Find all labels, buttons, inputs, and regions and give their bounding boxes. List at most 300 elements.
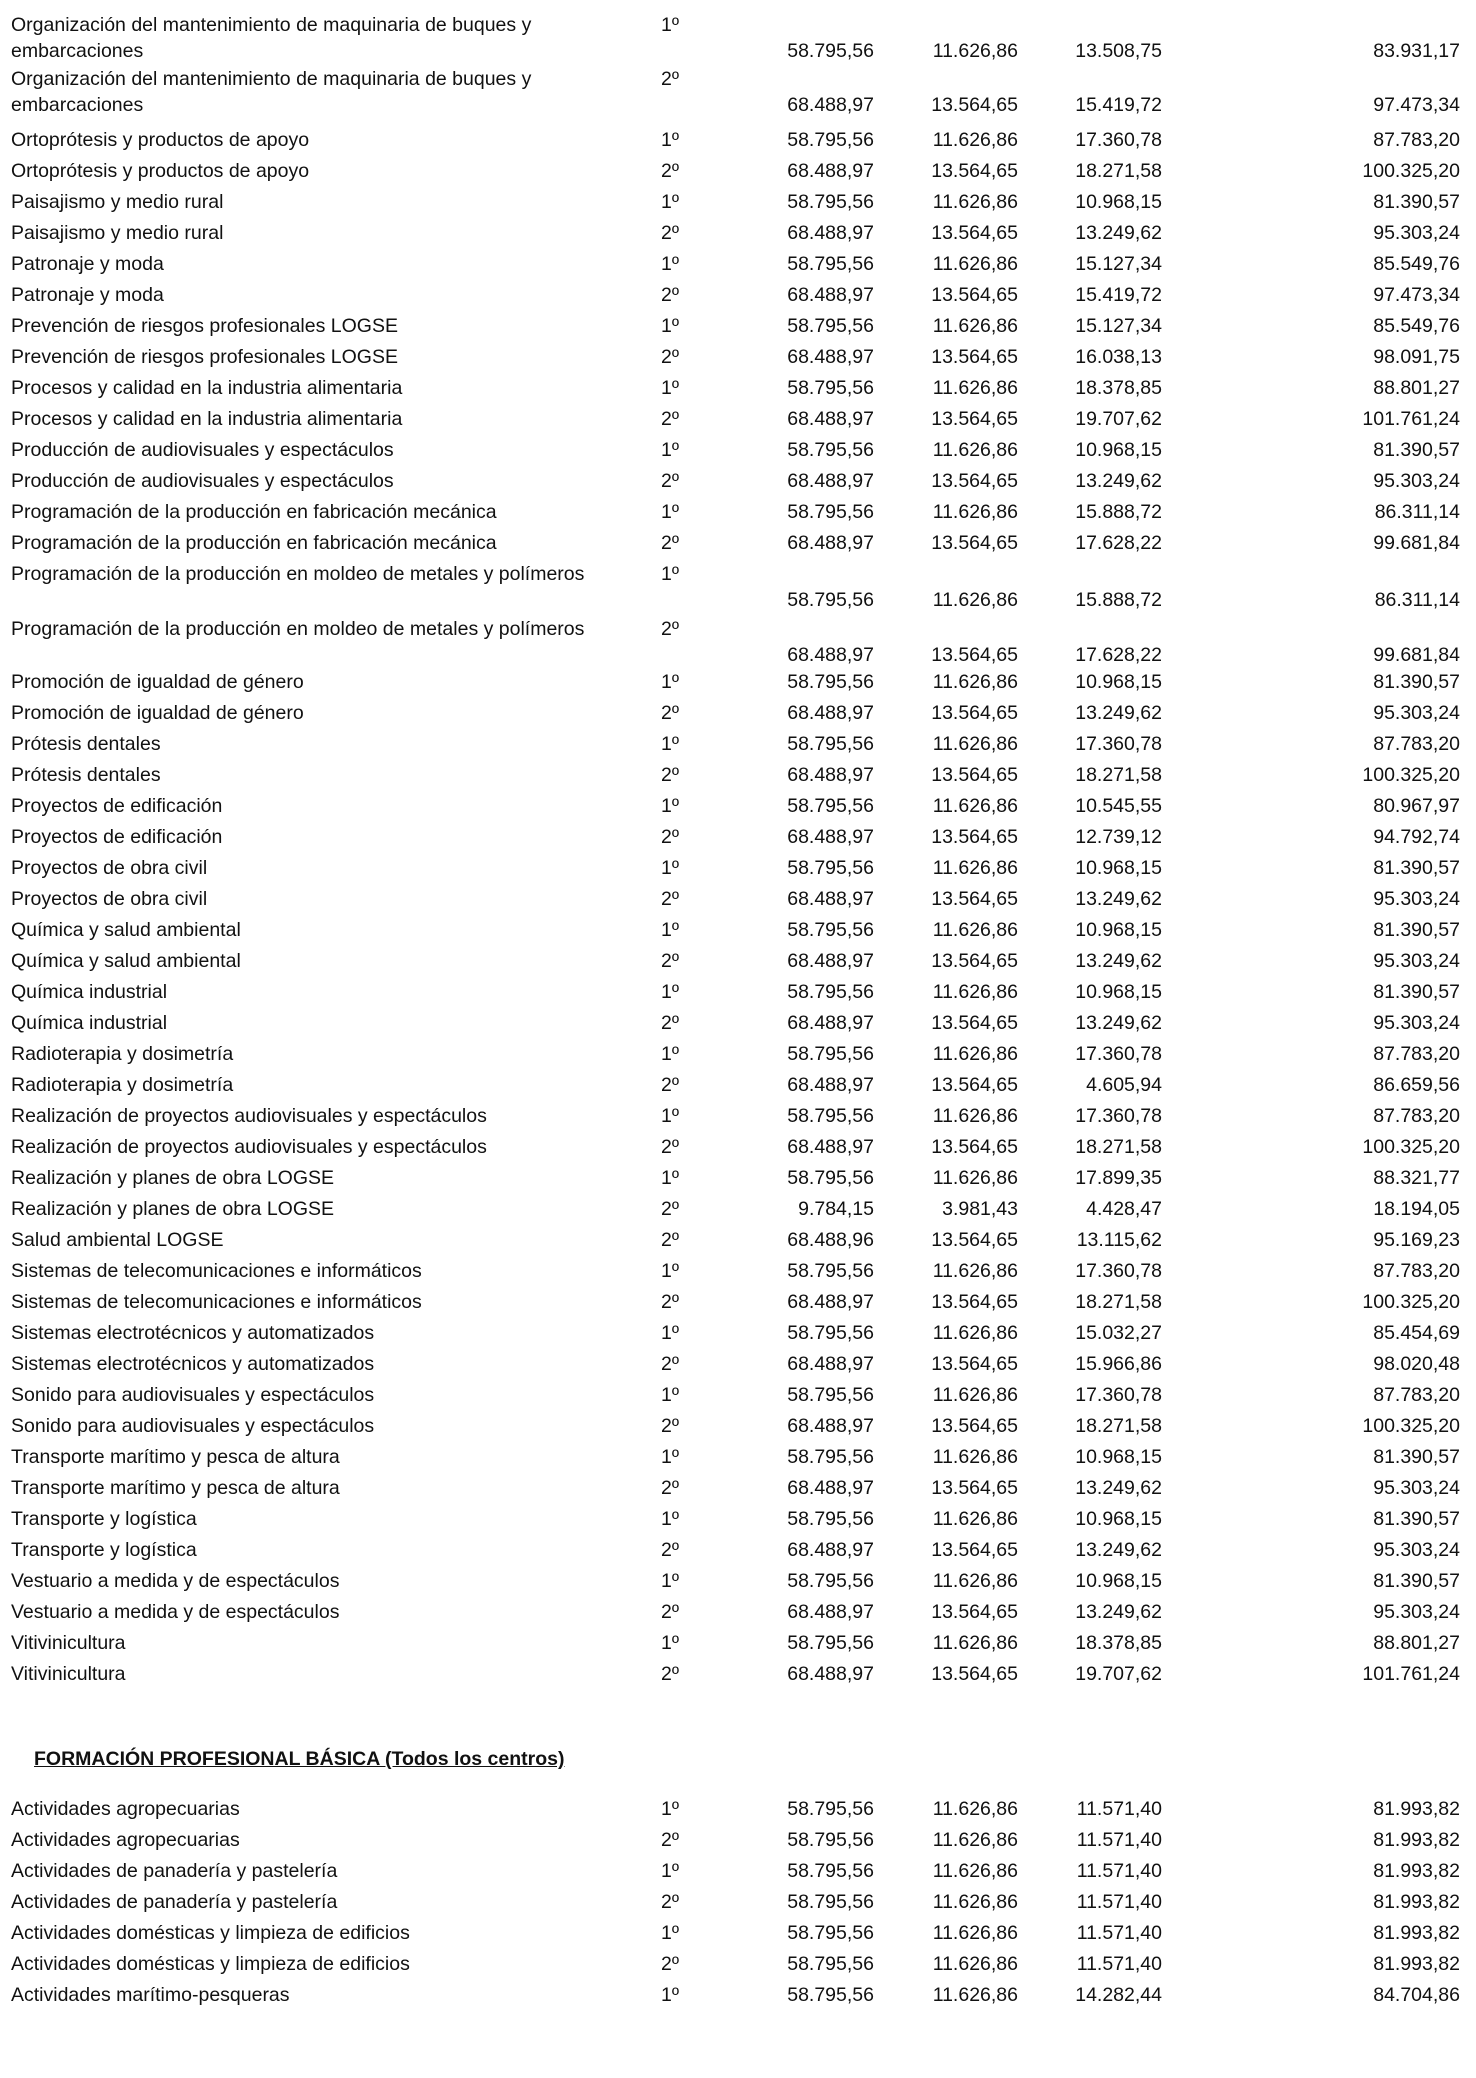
value-total: 100.325,20 [1362,1291,1460,1313]
program-name: Sistemas electrotécnicos y automatizados [11,1322,375,1344]
value-other: 17.628,22 [1075,644,1162,666]
value-other: 12.739,12 [1075,826,1162,848]
value-total: 84.704,86 [1373,1984,1460,2006]
value-variable: 13.564,65 [931,1229,1018,1251]
course-level: 1º [661,733,679,755]
value-total: 81.390,57 [1373,857,1460,879]
table-row [0,917,1476,943]
value-other: 18.271,58 [1075,1291,1162,1313]
value-total: 95.303,24 [1373,470,1460,492]
value-variable: 11.626,86 [932,919,1018,941]
value-personnel: 58.795,56 [787,253,874,275]
course-level: 1º [661,981,679,1003]
table-row [0,616,1476,668]
value-variable: 11.626,86 [932,377,1018,399]
program-name: Química y salud ambiental [11,950,241,972]
value-other: 11.571,40 [1076,1922,1162,1944]
value-personnel: 68.488,97 [787,826,874,848]
value-other: 17.628,22 [1075,532,1162,554]
value-total: 95.303,24 [1373,1477,1460,1499]
value-personnel: 58.795,56 [787,1167,874,1189]
value-total: 98.091,75 [1373,346,1460,368]
value-total: 88.321,77 [1373,1167,1460,1189]
value-personnel: 58.795,56 [787,1953,874,1975]
course-level: 1º [661,315,679,337]
value-personnel: 68.488,97 [787,1601,874,1623]
program-name: Programación de la producción en moldeo de metales y polímeros [11,563,585,585]
value-total: 86.659,56 [1373,1074,1460,1096]
value-personnel: 58.795,56 [787,1043,874,1065]
program-name: Actividades agropecuarias [11,1829,240,1851]
program-name: Vestuario a medida y de espectáculos [11,1570,340,1592]
value-other: 17.360,78 [1075,129,1162,151]
value-variable: 11.626,86 [932,1860,1018,1882]
value-total: 85.549,76 [1373,315,1460,337]
course-level: 1º [661,857,679,879]
course-level: 2º [661,826,679,848]
value-personnel: 58.795,56 [787,857,874,879]
course-level: 2º [661,160,679,182]
value-total: 97.473,34 [1373,284,1460,306]
value-personnel: 68.488,97 [787,470,874,492]
program-name: Procesos y calidad en la industria alimentaria [11,377,403,399]
course-level: 1º [661,563,679,585]
value-personnel: 58.795,56 [787,981,874,1003]
course-level: 1º [661,919,679,941]
value-variable: 11.626,86 [932,1260,1018,1282]
value-total: 81.390,57 [1373,1508,1460,1530]
course-level: 1º [661,1984,679,2006]
value-total: 95.303,24 [1373,888,1460,910]
program-name: Proyectos de edificación [11,826,223,848]
course-level: 1º [661,1632,679,1654]
value-variable: 13.564,65 [931,1539,1018,1561]
value-other: 10.968,15 [1075,1446,1162,1468]
value-variable: 13.564,65 [931,222,1018,244]
course-level: 2º [661,222,679,244]
value-personnel: 58.795,56 [787,1984,874,2006]
value-total: 99.681,84 [1373,644,1460,666]
program-name: Realización de proyectos audiovisuales y espectáculos [11,1105,487,1127]
table-row [0,979,1476,1005]
value-variable: 13.564,65 [931,346,1018,368]
program-name: Organización del mantenimiento de maquinaria de buques y embarcaciones [11,68,532,116]
value-total: 81.390,57 [1373,1446,1460,1468]
table-row [0,406,1476,432]
value-personnel: 68.488,97 [787,644,874,666]
value-total: 81.390,57 [1373,439,1460,461]
value-personnel: 68.488,97 [787,702,874,724]
value-other: 15.888,72 [1075,501,1162,523]
value-variable: 13.564,65 [931,1601,1018,1623]
value-other: 10.968,15 [1075,919,1162,941]
value-personnel: 68.488,97 [787,94,874,116]
value-variable: 11.626,86 [932,1632,1018,1654]
value-total: 87.783,20 [1373,733,1460,755]
program-name: Proyectos de edificación [11,795,223,817]
value-personnel: 68.488,97 [787,950,874,972]
program-name: Vitivinicultura [11,1632,126,1654]
course-level: 1º [661,191,679,213]
course-level: 1º [661,129,679,151]
value-personnel: 68.488,97 [787,1477,874,1499]
value-other: 18.271,58 [1075,1415,1162,1437]
course-level: 2º [661,470,679,492]
program-name: Patronaje y moda [11,253,164,275]
course-level: 2º [661,1663,679,1685]
value-total: 87.783,20 [1373,1105,1460,1127]
table-row [0,886,1476,912]
value-personnel: 58.795,56 [787,1922,874,1944]
value-personnel: 58.795,56 [787,501,874,523]
value-other: 13.249,62 [1075,950,1162,972]
value-total: 97.473,34 [1373,94,1460,116]
value-other: 13.249,62 [1075,222,1162,244]
table-row [0,793,1476,819]
value-personnel: 68.488,97 [787,284,874,306]
table-row [0,127,1476,153]
table-row [0,1196,1476,1222]
program-name: Programación de la producción en fabricación mecánica [11,532,497,554]
value-other: 13.249,62 [1075,1601,1162,1623]
value-variable: 13.564,65 [931,764,1018,786]
value-variable: 11.626,86 [932,1891,1018,1913]
program-name: Transporte marítimo y pesca de altura [11,1477,340,1499]
course-level: 2º [661,1198,679,1220]
program-name: Actividades de panadería y pastelería [11,1891,338,1913]
value-total: 101.761,24 [1362,1663,1460,1685]
value-variable: 13.564,65 [931,950,1018,972]
value-personnel: 68.488,97 [787,1353,874,1375]
table-row [0,1258,1476,1284]
program-name: Ortoprótesis y productos de apoyo [11,129,310,151]
value-personnel: 68.488,97 [787,1291,874,1313]
table-row [0,1982,1476,2008]
value-other: 15.888,72 [1075,589,1162,611]
course-level: 2º [661,1477,679,1499]
value-variable: 13.564,65 [931,1136,1018,1158]
value-other: 11.571,40 [1076,1829,1162,1851]
table-row [0,344,1476,370]
value-other: 15.127,34 [1075,253,1162,275]
course-level: 2º [661,1229,679,1251]
program-name: Química y salud ambiental [11,919,241,941]
program-name: Vestuario a medida y de espectáculos [11,1601,340,1623]
value-personnel: 58.795,56 [787,1260,874,1282]
program-name: Actividades de panadería y pastelería [11,1860,338,1882]
value-other: 10.968,15 [1075,1508,1162,1530]
course-level: 2º [661,284,679,306]
value-other: 10.968,15 [1075,857,1162,879]
course-level: 1º [661,671,679,693]
value-other: 11.571,40 [1076,1953,1162,1975]
value-variable: 11.626,86 [932,501,1018,523]
value-personnel: 68.488,97 [787,1012,874,1034]
value-other: 10.968,15 [1075,191,1162,213]
value-personnel: 58.795,56 [787,40,874,62]
program-name: Sistemas de telecomunicaciones e informáticos [11,1291,422,1313]
value-total: 100.325,20 [1362,1136,1460,1158]
program-name: Sonido para audiovisuales y espectáculos [11,1415,375,1437]
value-total: 81.993,82 [1373,1829,1460,1851]
table-row [0,1630,1476,1656]
value-personnel: 58.795,56 [787,589,874,611]
program-name: Transporte marítimo y pesca de altura [11,1446,340,1468]
program-name: Radioterapia y dosimetría [11,1043,234,1065]
course-level: 1º [661,501,679,523]
value-variable: 13.564,65 [931,1415,1018,1437]
program-name: Proyectos de obra civil [11,888,208,910]
program-name: Actividades marítimo-pesqueras [11,1984,290,2006]
value-total: 87.783,20 [1373,1260,1460,1282]
value-personnel: 68.488,97 [787,888,874,910]
value-other: 17.360,78 [1075,1043,1162,1065]
value-variable: 11.626,86 [932,129,1018,151]
program-name: Prótesis dentales [11,764,161,786]
program-name: Producción de audiovisuales y espectáculos [11,439,394,461]
value-other: 17.360,78 [1075,1384,1162,1406]
value-personnel: 68.488,97 [787,1539,874,1561]
value-variable: 11.626,86 [932,253,1018,275]
program-name: Promoción de igualdad de género [11,671,304,693]
value-variable: 11.626,86 [932,1829,1018,1851]
value-personnel: 68.488,97 [787,532,874,554]
value-variable: 11.626,86 [932,1446,1018,1468]
value-variable: 13.564,65 [931,1291,1018,1313]
value-total: 81.390,57 [1373,919,1460,941]
course-level: 2º [661,532,679,554]
table-row [0,220,1476,246]
value-total: 100.325,20 [1362,1415,1460,1437]
course-level: 1º [661,377,679,399]
value-other: 17.360,78 [1075,733,1162,755]
value-personnel: 58.795,56 [787,1829,874,1851]
table-row [0,12,1476,64]
value-total: 81.993,82 [1373,1860,1460,1882]
table-row [0,1475,1476,1501]
value-variable: 11.626,86 [932,589,1018,611]
value-total: 87.783,20 [1373,129,1460,151]
table-row [0,251,1476,277]
value-other: 19.707,62 [1075,1663,1162,1685]
value-variable: 13.564,65 [931,1074,1018,1096]
program-name: Programación de la producción en moldeo de metales y polímeros [11,618,585,640]
course-level: 1º [661,439,679,461]
program-name: Producción de audiovisuales y espectáculos [11,470,394,492]
value-other: 18.378,85 [1075,377,1162,399]
value-other: 17.899,35 [1075,1167,1162,1189]
value-variable: 11.626,86 [932,1384,1018,1406]
value-personnel: 68.488,96 [787,1229,874,1251]
value-variable: 13.564,65 [931,470,1018,492]
value-other: 13.249,62 [1075,702,1162,724]
value-variable: 11.626,86 [932,1953,1018,1975]
value-variable: 11.626,86 [932,1322,1018,1344]
value-variable: 13.564,65 [931,94,1018,116]
value-other: 19.707,62 [1075,408,1162,430]
table-row [0,530,1476,556]
table-row [0,1858,1476,1884]
table-row [0,1889,1476,1915]
value-total: 81.390,57 [1373,1570,1460,1592]
table-row [0,948,1476,974]
value-variable: 11.626,86 [932,795,1018,817]
value-total: 80.967,97 [1373,795,1460,817]
table-row [0,1382,1476,1408]
value-variable: 11.626,86 [932,191,1018,213]
value-other: 17.360,78 [1075,1260,1162,1282]
value-total: 81.390,57 [1373,191,1460,213]
value-other: 13.249,62 [1075,1012,1162,1034]
table-row [0,499,1476,525]
value-personnel: 58.795,56 [787,919,874,941]
table-row [0,1134,1476,1160]
course-level: 1º [661,253,679,275]
table-row [0,1103,1476,1129]
course-level: 1º [661,14,679,36]
value-variable: 11.626,86 [932,1570,1018,1592]
value-personnel: 58.795,56 [787,129,874,151]
course-level: 1º [661,1105,679,1127]
value-variable: 13.564,65 [931,532,1018,554]
value-total: 95.303,24 [1373,702,1460,724]
program-name: Prevención de riesgos profesionales LOGSE [11,346,398,368]
table-row [0,158,1476,184]
course-level: 2º [661,1953,679,1975]
value-personnel: 58.795,56 [787,733,874,755]
course-level: 2º [661,1829,679,1851]
value-variable: 11.626,86 [932,315,1018,337]
course-level: 2º [661,68,679,90]
value-total: 100.325,20 [1362,764,1460,786]
value-variable: 11.626,86 [932,1105,1018,1127]
value-personnel: 68.488,97 [787,222,874,244]
table-row [0,282,1476,308]
table-row [0,1351,1476,1377]
table-row [0,855,1476,881]
value-total: 95.303,24 [1373,1539,1460,1561]
value-other: 13.249,62 [1075,470,1162,492]
table-row [0,1951,1476,1977]
value-total: 99.681,84 [1373,532,1460,554]
course-level: 2º [661,346,679,368]
course-level: 1º [661,1043,679,1065]
value-variable: 11.626,86 [932,981,1018,1003]
course-level: 2º [661,1136,679,1158]
table-row [0,66,1476,118]
table-row [0,1796,1476,1822]
table-row [0,1506,1476,1532]
course-level: 1º [661,1260,679,1282]
course-level: 2º [661,888,679,910]
value-total: 95.303,24 [1373,1601,1460,1623]
value-total: 83.931,17 [1373,40,1460,62]
program-name: Prótesis dentales [11,733,161,755]
course-level: 2º [661,1074,679,1096]
value-other: 17.360,78 [1075,1105,1162,1127]
value-total: 87.783,20 [1373,1043,1460,1065]
program-name: Realización y planes de obra LOGSE [11,1198,335,1220]
value-other: 13.508,75 [1075,40,1162,62]
value-total: 86.311,14 [1374,501,1460,523]
course-level: 1º [661,1167,679,1189]
program-name: Actividades domésticas y limpieza de edificios [11,1953,410,1975]
value-personnel: 68.488,97 [787,1663,874,1685]
value-total: 81.993,82 [1373,1922,1460,1944]
value-other: 15.966,86 [1075,1353,1162,1375]
program-name: Promoción de igualdad de género [11,702,304,724]
program-name: Prevención de riesgos profesionales LOGSE [11,315,398,337]
value-personnel: 9.784,15 [798,1198,874,1220]
value-total: 81.993,82 [1373,1891,1460,1913]
value-total: 95.303,24 [1373,222,1460,244]
course-level: 1º [661,1860,679,1882]
program-name: Sonido para audiovisuales y espectáculos [11,1384,375,1406]
value-variable: 11.626,86 [932,1043,1018,1065]
course-level: 2º [661,1353,679,1375]
table-row [0,189,1476,215]
value-variable: 11.626,86 [932,1167,1018,1189]
table-row [0,1289,1476,1315]
value-total: 94.792,74 [1373,826,1460,848]
value-other: 11.571,40 [1076,1798,1162,1820]
course-level: 2º [661,1539,679,1561]
value-personnel: 58.795,56 [787,1570,874,1592]
value-other: 13.249,62 [1075,1539,1162,1561]
course-level: 2º [661,1012,679,1034]
course-level: 2º [661,408,679,430]
course-level: 1º [661,1384,679,1406]
value-personnel: 58.795,56 [787,1632,874,1654]
course-level: 1º [661,1922,679,1944]
value-variable: 13.564,65 [931,644,1018,666]
table-row [0,1010,1476,1036]
value-other: 4.605,94 [1086,1074,1162,1096]
value-total: 95.303,24 [1373,950,1460,972]
value-other: 15.419,72 [1075,94,1162,116]
table-row [0,1227,1476,1253]
value-total: 86.311,14 [1374,589,1460,611]
program-name: Sistemas de telecomunicaciones e informáticos [11,1260,422,1282]
table-row [0,1041,1476,1067]
value-total: 18.194,05 [1373,1198,1460,1220]
program-name: Patronaje y moda [11,284,164,306]
value-other: 18.271,58 [1075,160,1162,182]
value-total: 88.801,27 [1373,1632,1460,1654]
value-variable: 13.564,65 [931,160,1018,182]
value-other: 16.038,13 [1075,346,1162,368]
value-other: 15.127,34 [1075,315,1162,337]
value-personnel: 58.795,56 [787,1322,874,1344]
program-name: Organización del mantenimiento de maquinaria de buques y embarcaciones [11,14,532,62]
value-variable: 11.626,86 [932,1922,1018,1944]
table-row [0,700,1476,726]
value-other: 15.032,27 [1075,1322,1162,1344]
table-row [0,1568,1476,1594]
value-other: 10.545,55 [1075,795,1162,817]
value-variable: 13.564,65 [931,1477,1018,1499]
table-row [0,1920,1476,1946]
value-total: 85.454,69 [1373,1322,1460,1344]
value-other: 13.249,62 [1075,1477,1162,1499]
course-level: 1º [661,1570,679,1592]
value-personnel: 58.795,56 [787,1860,874,1882]
value-other: 11.571,40 [1076,1860,1162,1882]
course-level: 2º [661,950,679,972]
program-name: Actividades domésticas y limpieza de edificios [11,1922,410,1944]
course-level: 1º [661,1322,679,1344]
table-row [0,561,1476,613]
